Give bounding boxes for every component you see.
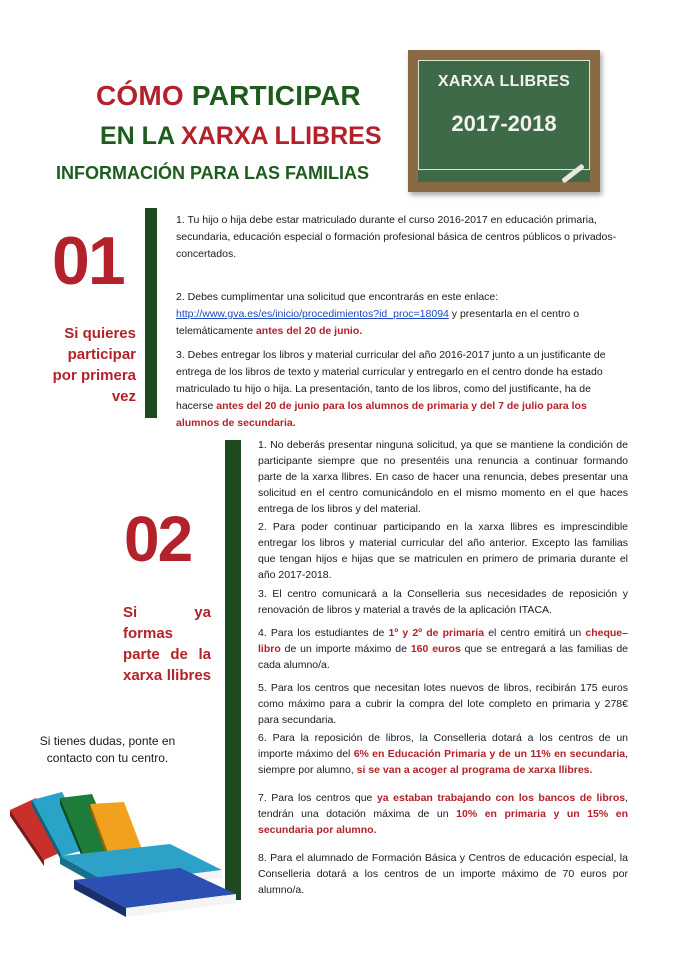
s2-p4-d: que se entregará a las familias de cada alumno/a. (258, 643, 629, 671)
section-2-subtitle-line: xarxa llibres (123, 667, 211, 684)
title-en-la: EN LA (100, 122, 175, 150)
section-2-subtitle (123, 602, 211, 686)
contact-note (30, 733, 185, 767)
section-2-paragraph-4 (258, 625, 628, 673)
title-participar: PARTICIPAR (191, 80, 361, 111)
section-2-paragraph-7 (258, 790, 628, 838)
procedure-link[interactable]: http://www.gva.es/es/inicio/procedimientos?id_proc=18094 (176, 308, 449, 320)
section-2-subtitle-line: parte de la (123, 646, 211, 663)
s2-p7-banks: ya estaban trabajando con los bancos de libros (376, 792, 626, 804)
contact-note-line-1: Si tienes dudas, ponte en (39, 734, 176, 748)
s2-p7-b: , tendrán una dotación máxima de un (258, 792, 628, 820)
section-2-paragraph-5: 5. Para los centros que necesitan lotes nuevos de libros, recibirán 175 euros como máximo para a cubrir la compra del lote completo en primaria y 278€ para secundaria. (258, 682, 628, 726)
section-1-p2-text-b: y presentarla en el centro o telemáticamente (176, 308, 580, 337)
section-1-paragraph-3 (176, 347, 626, 432)
title-line-1 (96, 80, 361, 112)
s2-p7-percent: 10% en primaria y un 15% en secundaria por alumno. (258, 808, 628, 836)
s2-p4-c: de un importe máximo de (280, 643, 411, 655)
s2-p4-a: 4. Para los estudiantes de (258, 627, 389, 639)
section-1-paragraph-2 (176, 289, 626, 340)
s2-p4-b: el centro emitirá un (484, 627, 586, 639)
section-1-subtitle-line: por primera (52, 367, 136, 384)
title-line-3: INFORMACIÓN PARA LAS FAMILIAS (56, 163, 369, 183)
s2-p6-condition: si se van a acoger al programa de xarxa llibres. (356, 764, 593, 776)
title-como: CÓMO (96, 80, 184, 111)
section-1-p2-text: 2. Debes cumplimentar una solicitud que encontrarás en este enlace: (176, 291, 499, 303)
contact-note-line-2: contacto con tu centro. (46, 751, 169, 765)
section-1-p3-deadline: antes del 20 de junio para los alumnos de primaria y del 7 de julio para los alumnos de secundaria. (176, 400, 587, 429)
title-line-2 (100, 122, 382, 151)
section-2-paragraph-6 (258, 730, 628, 778)
section-1-p2-deadline: antes del 20 de junio. (255, 325, 363, 337)
section-2-number: 02 (124, 503, 192, 575)
title-xarxa-llibres: XARXA LLIBRES (181, 122, 382, 150)
s2-p6-b: , siempre por alumno, (258, 748, 628, 776)
s2-p4-cheque: cheque–libro (258, 627, 628, 655)
s2-p4-amount: 160 euros (410, 643, 461, 655)
s2-p6-percent: 6% en Educación Primaria y de un 11% en secundaria (353, 748, 626, 760)
section-1-number: 01 (52, 223, 124, 299)
section-1-subtitle-line: participar (67, 346, 136, 363)
section-2-subtitle-line: Si ya formas (123, 604, 211, 642)
chalkboard (408, 50, 600, 192)
section-2-paragraph-8: 8. Para el alumnado de Formación Básica y Centros de educación especial, la Conselleria dotará a los centros de un importe máximo de 70 euros por alumno/a. (258, 852, 628, 896)
s2-p4-grades: 1º y 2º de primaria (388, 627, 485, 639)
section-2-paragraph-2: 2. Para poder continuar participando en la xarxa llibres es imprescindible entregar los libros y material curricular del año anterior. Excepto las familias que tengan hijos e hijas que se matriculen en primero de primaria durante el año 2017-2018. (258, 521, 628, 581)
section-1-p3-text: 3. Debes entregar los libros y material curricular del año 2016-2017 junto a un justificante de entrega de los libros de texto y material curricular y entregarlo en el centro donde ha estado matriculado tu hijo o hija. La presentación, tanto de los libros, como del justificante, ha de hacerse (176, 349, 606, 412)
section-2-paragraph-1: 1. No deberás presentar ninguna solicitud, ya que se mantiene la condición de participante siempre que no presentéis una renuncia a continuar formando parte de la xarxa llibres. En caso de hacer una renuncia, debes presentar una solicitud en el centro comunicándolo en el mismo momento en el que haces entrega de los libros y del material. (258, 439, 628, 515)
section-2-paragraph-3: 3. El centro comunicará a la Conselleria sus necesidades de reposición y renovación de libros y material a través de la aplicación ITACA. (258, 588, 628, 616)
chalkboard-title: XARXA LLIBRES (437, 73, 571, 90)
s2-p6-a: 6. Para la reposición de libros, la Conselleria dotará a los centros de un importe máximo del (258, 732, 628, 760)
s2-p7-a: 7. Para los centros que (258, 792, 377, 804)
chalkboard-year: 2017-2018 (451, 111, 557, 136)
section-1-divider-bar (145, 208, 157, 418)
section-1-subtitle-line: Si quieres (64, 325, 136, 342)
section-1-subtitle (40, 323, 136, 407)
section-1-subtitle-line: vez (111, 388, 136, 405)
section-1-paragraph-1: 1. Tu hijo o hija debe estar matriculado durante el curso 2016-2017 en educación primaria, secundaria, educación especial o formación profesional básica de centros públicos o privados-concertados. (176, 214, 617, 260)
stack-of-books-illustration (0, 790, 250, 930)
